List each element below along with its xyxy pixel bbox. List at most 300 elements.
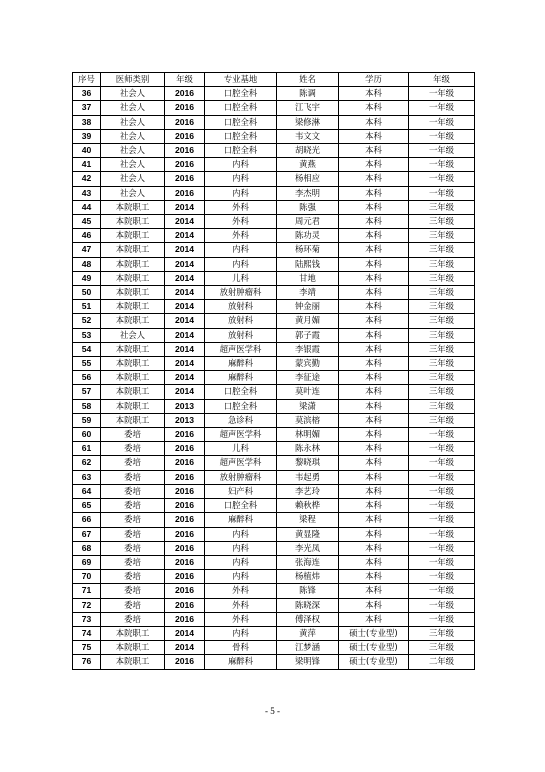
cell-grade-level: 三年级 — [409, 357, 475, 371]
cell-education: 本科 — [339, 215, 409, 229]
table-row — [73, 144, 475, 158]
cell-grade-level: 一年级 — [409, 612, 475, 626]
cell-education: 本科 — [339, 229, 409, 243]
cell-specialty-base: 内科 — [205, 626, 277, 640]
cell-education: 本科 — [339, 144, 409, 158]
cell-doctor-category: 本院职工 — [101, 271, 165, 285]
cell-name: 莫滨榕 — [277, 413, 339, 427]
cell-doctor-category: 委培 — [101, 570, 165, 584]
cell-specialty-base: 内科 — [205, 541, 277, 555]
header-grade-level: 年级 — [409, 73, 475, 87]
cell-specialty-base: 内科 — [205, 570, 277, 584]
cell-specialty-base: 骨科 — [205, 641, 277, 655]
cell-grade-year: 2014 — [165, 200, 205, 214]
cell-specialty-base: 放射肿瘤科 — [205, 286, 277, 300]
table-row — [73, 101, 475, 115]
cell-grade-year: 2014 — [165, 641, 205, 655]
cell-name: 陈强 — [277, 200, 339, 214]
cell-seq: 63 — [73, 470, 101, 484]
header-education: 学历 — [339, 73, 409, 87]
cell-name: 李征途 — [277, 371, 339, 385]
cell-seq: 58 — [73, 399, 101, 413]
cell-grade-level: 一年级 — [409, 428, 475, 442]
cell-doctor-category: 社会人 — [101, 87, 165, 101]
cell-name: 甘地 — [277, 271, 339, 285]
cell-doctor-category: 本院职工 — [101, 215, 165, 229]
cell-specialty-base: 口腔全科 — [205, 101, 277, 115]
cell-specialty-base: 内科 — [205, 243, 277, 257]
cell-name: 李银霞 — [277, 342, 339, 356]
cell-education: 本科 — [339, 584, 409, 598]
table-row — [73, 243, 475, 257]
cell-grade-level: 一年级 — [409, 527, 475, 541]
cell-specialty-base: 口腔全科 — [205, 399, 277, 413]
table-row — [73, 655, 475, 669]
cell-seq: 65 — [73, 499, 101, 513]
cell-name: 赖秋桦 — [277, 499, 339, 513]
cell-grade-level: 三年级 — [409, 328, 475, 342]
cell-education: 本科 — [339, 598, 409, 612]
cell-grade-year: 2016 — [165, 499, 205, 513]
table-row — [73, 456, 475, 470]
cell-seq: 74 — [73, 626, 101, 640]
cell-seq: 47 — [73, 243, 101, 257]
cell-specialty-base: 放射肿瘤科 — [205, 470, 277, 484]
cell-grade-year: 2016 — [165, 612, 205, 626]
header-seq: 序号 — [73, 73, 101, 87]
cell-doctor-category: 委培 — [101, 428, 165, 442]
cell-specialty-base: 放射科 — [205, 314, 277, 328]
table-row — [73, 626, 475, 640]
cell-specialty-base: 超声医学科 — [205, 342, 277, 356]
cell-seq: 60 — [73, 428, 101, 442]
cell-specialty-base: 内科 — [205, 257, 277, 271]
cell-grade-level: 一年级 — [409, 442, 475, 456]
cell-education: 本科 — [339, 470, 409, 484]
cell-doctor-category: 本院职工 — [101, 626, 165, 640]
cell-seq: 37 — [73, 101, 101, 115]
roster-table-container — [72, 72, 474, 670]
cell-name: 梁修淋 — [277, 115, 339, 129]
cell-seq: 70 — [73, 570, 101, 584]
table-row — [73, 541, 475, 555]
table-row — [73, 584, 475, 598]
cell-grade-level: 一年级 — [409, 172, 475, 186]
cell-doctor-category: 本院职工 — [101, 314, 165, 328]
cell-grade-level: 一年级 — [409, 115, 475, 129]
cell-grade-year: 2013 — [165, 399, 205, 413]
cell-grade-level: 一年级 — [409, 186, 475, 200]
cell-name: 周元君 — [277, 215, 339, 229]
cell-doctor-category: 本院职工 — [101, 300, 165, 314]
cell-name: 梁明锋 — [277, 655, 339, 669]
cell-name: 黄月媚 — [277, 314, 339, 328]
cell-name: 蒙宾勤 — [277, 357, 339, 371]
cell-grade-level: 一年级 — [409, 456, 475, 470]
cell-name: 陈晓深 — [277, 598, 339, 612]
cell-name: 张海连 — [277, 555, 339, 569]
cell-grade-year: 2016 — [165, 655, 205, 669]
cell-name: 郭子霞 — [277, 328, 339, 342]
table-row — [73, 215, 475, 229]
cell-grade-level: 三年级 — [409, 257, 475, 271]
cell-grade-level: 一年级 — [409, 555, 475, 569]
cell-grade-year: 2016 — [165, 456, 205, 470]
cell-grade-level: 一年级 — [409, 584, 475, 598]
table-row — [73, 555, 475, 569]
table-row — [73, 87, 475, 101]
table-row — [73, 499, 475, 513]
table-row — [73, 428, 475, 442]
cell-specialty-base: 麻醉科 — [205, 371, 277, 385]
cell-doctor-category: 委培 — [101, 442, 165, 456]
cell-grade-year: 2016 — [165, 101, 205, 115]
cell-grade-level: 一年级 — [409, 541, 475, 555]
cell-name: 梁程 — [277, 513, 339, 527]
table-row — [73, 172, 475, 186]
cell-specialty-base: 内科 — [205, 172, 277, 186]
cell-grade-level: 二年级 — [409, 655, 475, 669]
cell-seq: 44 — [73, 200, 101, 214]
table-body — [73, 87, 475, 669]
cell-specialty-base: 超声医学科 — [205, 456, 277, 470]
cell-name: 莫叶连 — [277, 385, 339, 399]
cell-name: 梁潇 — [277, 399, 339, 413]
cell-grade-level: 三年级 — [409, 200, 475, 214]
cell-grade-year: 2014 — [165, 385, 205, 399]
cell-seq: 55 — [73, 357, 101, 371]
cell-seq: 43 — [73, 186, 101, 200]
cell-seq: 42 — [73, 172, 101, 186]
cell-specialty-base: 外科 — [205, 215, 277, 229]
cell-grade-level: 三年级 — [409, 342, 475, 356]
cell-grade-level: 三年级 — [409, 413, 475, 427]
table-row — [73, 257, 475, 271]
cell-seq: 36 — [73, 87, 101, 101]
cell-grade-level: 一年级 — [409, 570, 475, 584]
cell-seq: 49 — [73, 271, 101, 285]
cell-grade-level: 三年级 — [409, 271, 475, 285]
cell-grade-year: 2014 — [165, 371, 205, 385]
table-row — [73, 357, 475, 371]
cell-grade-year: 2014 — [165, 257, 205, 271]
cell-education: 本科 — [339, 115, 409, 129]
cell-name: 李杰明 — [277, 186, 339, 200]
cell-seq: 73 — [73, 612, 101, 626]
cell-doctor-category: 委培 — [101, 499, 165, 513]
cell-doctor-category: 本院职工 — [101, 655, 165, 669]
cell-grade-year: 2016 — [165, 87, 205, 101]
cell-grade-level: 三年级 — [409, 215, 475, 229]
cell-name: 黄显隆 — [277, 527, 339, 541]
cell-education: 本科 — [339, 555, 409, 569]
cell-seq: 69 — [73, 555, 101, 569]
cell-specialty-base: 急诊科 — [205, 413, 277, 427]
cell-name: 陈永林 — [277, 442, 339, 456]
cell-grade-level: 一年级 — [409, 484, 475, 498]
cell-education: 本科 — [339, 243, 409, 257]
cell-seq: 72 — [73, 598, 101, 612]
table-row — [73, 612, 475, 626]
cell-grade-year: 2014 — [165, 314, 205, 328]
cell-specialty-base: 外科 — [205, 229, 277, 243]
cell-name: 陈调 — [277, 87, 339, 101]
table-row — [73, 115, 475, 129]
table-row — [73, 442, 475, 456]
cell-doctor-category: 本院职工 — [101, 357, 165, 371]
cell-education: 本科 — [339, 200, 409, 214]
cell-grade-year: 2016 — [165, 513, 205, 527]
cell-grade-year: 2014 — [165, 215, 205, 229]
cell-doctor-category: 本院职工 — [101, 413, 165, 427]
cell-doctor-category: 本院职工 — [101, 229, 165, 243]
cell-education: 本科 — [339, 342, 409, 356]
cell-doctor-category: 本院职工 — [101, 385, 165, 399]
cell-education: 本科 — [339, 300, 409, 314]
cell-grade-level: 三年级 — [409, 286, 475, 300]
cell-doctor-category: 本院职工 — [101, 243, 165, 257]
cell-doctor-category: 本院职工 — [101, 200, 165, 214]
cell-education: 本科 — [339, 442, 409, 456]
cell-education: 本科 — [339, 357, 409, 371]
cell-seq: 62 — [73, 456, 101, 470]
cell-seq: 76 — [73, 655, 101, 669]
cell-education: 本科 — [339, 541, 409, 555]
cell-grade-level: 三年级 — [409, 300, 475, 314]
cell-specialty-base: 麻醉科 — [205, 513, 277, 527]
cell-specialty-base: 口腔全科 — [205, 385, 277, 399]
table-row — [73, 371, 475, 385]
cell-doctor-category: 社会人 — [101, 172, 165, 186]
cell-doctor-category: 社会人 — [101, 101, 165, 115]
cell-specialty-base: 内科 — [205, 186, 277, 200]
cell-doctor-category: 委培 — [101, 598, 165, 612]
cell-specialty-base: 麻醉科 — [205, 357, 277, 371]
cell-education: 本科 — [339, 271, 409, 285]
cell-education: 本科 — [339, 413, 409, 427]
cell-grade-level: 三年级 — [409, 243, 475, 257]
cell-grade-year: 2014 — [165, 342, 205, 356]
cell-doctor-category: 委培 — [101, 470, 165, 484]
cell-education: 本科 — [339, 428, 409, 442]
cell-doctor-category: 社会人 — [101, 115, 165, 129]
cell-education: 硕士(专业型) — [339, 626, 409, 640]
cell-specialty-base: 口腔全科 — [205, 129, 277, 143]
table-row — [73, 385, 475, 399]
cell-education: 硕士(专业型) — [339, 641, 409, 655]
cell-grade-year: 2014 — [165, 271, 205, 285]
table-row — [73, 129, 475, 143]
cell-grade-level: 三年级 — [409, 314, 475, 328]
table-row — [73, 413, 475, 427]
cell-grade-level: 一年级 — [409, 129, 475, 143]
cell-specialty-base: 儿科 — [205, 271, 277, 285]
table-row — [73, 342, 475, 356]
cell-doctor-category: 委培 — [101, 555, 165, 569]
table-row — [73, 229, 475, 243]
cell-education: 本科 — [339, 257, 409, 271]
cell-specialty-base: 外科 — [205, 200, 277, 214]
cell-name: 韦文文 — [277, 129, 339, 143]
cell-grade-year: 2016 — [165, 172, 205, 186]
cell-grade-year: 2014 — [165, 328, 205, 342]
cell-name: 李靖 — [277, 286, 339, 300]
page-number: - 5 - — [265, 706, 280, 716]
table-row — [73, 286, 475, 300]
cell-grade-year: 2016 — [165, 144, 205, 158]
cell-grade-year: 2016 — [165, 541, 205, 555]
cell-grade-year: 2013 — [165, 413, 205, 427]
cell-doctor-category: 本院职工 — [101, 257, 165, 271]
cell-name: 杨相应 — [277, 172, 339, 186]
table-row — [73, 186, 475, 200]
cell-education: 本科 — [339, 612, 409, 626]
cell-seq: 66 — [73, 513, 101, 527]
cell-specialty-base: 外科 — [205, 612, 277, 626]
cell-specialty-base: 放射科 — [205, 300, 277, 314]
cell-grade-year: 2016 — [165, 470, 205, 484]
cell-grade-level: 一年级 — [409, 513, 475, 527]
cell-name: 陆熙钱 — [277, 257, 339, 271]
cell-name: 林明媚 — [277, 428, 339, 442]
cell-doctor-category: 委培 — [101, 527, 165, 541]
cell-name: 陈锋 — [277, 584, 339, 598]
table-row — [73, 570, 475, 584]
cell-education: 本科 — [339, 513, 409, 527]
cell-education: 硕士(专业型) — [339, 655, 409, 669]
cell-education: 本科 — [339, 328, 409, 342]
cell-name: 韦起勇 — [277, 470, 339, 484]
cell-seq: 56 — [73, 371, 101, 385]
cell-specialty-base: 外科 — [205, 584, 277, 598]
resident-roster-table — [72, 72, 475, 670]
cell-grade-level: 一年级 — [409, 158, 475, 172]
cell-doctor-category: 本院职工 — [101, 399, 165, 413]
cell-education: 本科 — [339, 129, 409, 143]
table-row — [73, 527, 475, 541]
cell-doctor-category: 委培 — [101, 612, 165, 626]
cell-grade-level: 一年级 — [409, 101, 475, 115]
table-row — [73, 314, 475, 328]
table-row — [73, 470, 475, 484]
cell-education: 本科 — [339, 172, 409, 186]
cell-seq: 57 — [73, 385, 101, 399]
cell-name: 江飞宇 — [277, 101, 339, 115]
cell-doctor-category: 委培 — [101, 513, 165, 527]
cell-education: 本科 — [339, 456, 409, 470]
cell-name: 江梦涵 — [277, 641, 339, 655]
cell-education: 本科 — [339, 101, 409, 115]
cell-specialty-base: 口腔全科 — [205, 499, 277, 513]
cell-education: 本科 — [339, 314, 409, 328]
cell-specialty-base: 口腔全科 — [205, 87, 277, 101]
cell-doctor-category: 本院职工 — [101, 641, 165, 655]
cell-grade-level: 一年级 — [409, 598, 475, 612]
table-row — [73, 328, 475, 342]
cell-education: 本科 — [339, 158, 409, 172]
table-row — [73, 158, 475, 172]
cell-specialty-base: 放射科 — [205, 328, 277, 342]
cell-seq: 46 — [73, 229, 101, 243]
cell-grade-level: 三年级 — [409, 626, 475, 640]
table-row — [73, 513, 475, 527]
cell-seq: 64 — [73, 484, 101, 498]
cell-grade-year: 2014 — [165, 243, 205, 257]
cell-specialty-base: 内科 — [205, 527, 277, 541]
cell-grade-year: 2014 — [165, 300, 205, 314]
cell-grade-level: 三年级 — [409, 399, 475, 413]
cell-name: 李艺玲 — [277, 484, 339, 498]
cell-grade-year: 2016 — [165, 158, 205, 172]
cell-grade-year: 2016 — [165, 598, 205, 612]
cell-education: 本科 — [339, 286, 409, 300]
cell-grade-year: 2014 — [165, 357, 205, 371]
cell-grade-year: 2016 — [165, 428, 205, 442]
cell-specialty-base: 外科 — [205, 598, 277, 612]
cell-name: 黄萍 — [277, 626, 339, 640]
cell-name: 钟金丽 — [277, 300, 339, 314]
table-row — [73, 598, 475, 612]
header-doctor-category: 医师类别 — [101, 73, 165, 87]
cell-grade-year: 2016 — [165, 129, 205, 143]
cell-seq: 52 — [73, 314, 101, 328]
header-specialty-base: 专业基地 — [205, 73, 277, 87]
cell-doctor-category: 本院职工 — [101, 371, 165, 385]
cell-education: 本科 — [339, 527, 409, 541]
cell-grade-level: 三年级 — [409, 371, 475, 385]
cell-seq: 51 — [73, 300, 101, 314]
cell-education: 本科 — [339, 484, 409, 498]
cell-name: 傅泽权 — [277, 612, 339, 626]
cell-grade-year: 2014 — [165, 286, 205, 300]
cell-seq: 40 — [73, 144, 101, 158]
cell-grade-level: 一年级 — [409, 87, 475, 101]
header-name: 姓名 — [277, 73, 339, 87]
cell-grade-level: 一年级 — [409, 144, 475, 158]
cell-doctor-category: 社会人 — [101, 129, 165, 143]
cell-seq: 71 — [73, 584, 101, 598]
cell-name: 黎晓琪 — [277, 456, 339, 470]
cell-specialty-base: 妇产科 — [205, 484, 277, 498]
cell-seq: 75 — [73, 641, 101, 655]
cell-doctor-category: 本院职工 — [101, 342, 165, 356]
cell-doctor-category: 社会人 — [101, 158, 165, 172]
cell-seq: 54 — [73, 342, 101, 356]
table-header-row — [73, 73, 475, 87]
cell-specialty-base: 内科 — [205, 555, 277, 569]
cell-grade-year: 2016 — [165, 570, 205, 584]
cell-seq: 39 — [73, 129, 101, 143]
cell-seq: 59 — [73, 413, 101, 427]
table-row — [73, 484, 475, 498]
cell-seq: 41 — [73, 158, 101, 172]
cell-grade-level: 三年级 — [409, 385, 475, 399]
cell-doctor-category: 委培 — [101, 541, 165, 555]
cell-name: 杨植炜 — [277, 570, 339, 584]
cell-name: 胡晓光 — [277, 144, 339, 158]
cell-doctor-category: 委培 — [101, 584, 165, 598]
cell-seq: 68 — [73, 541, 101, 555]
cell-name: 杨环菊 — [277, 243, 339, 257]
cell-seq: 61 — [73, 442, 101, 456]
cell-grade-year: 2016 — [165, 555, 205, 569]
cell-name: 黄燕 — [277, 158, 339, 172]
cell-grade-year: 2014 — [165, 229, 205, 243]
cell-seq: 53 — [73, 328, 101, 342]
cell-grade-year: 2016 — [165, 527, 205, 541]
cell-education: 本科 — [339, 87, 409, 101]
table-row — [73, 641, 475, 655]
